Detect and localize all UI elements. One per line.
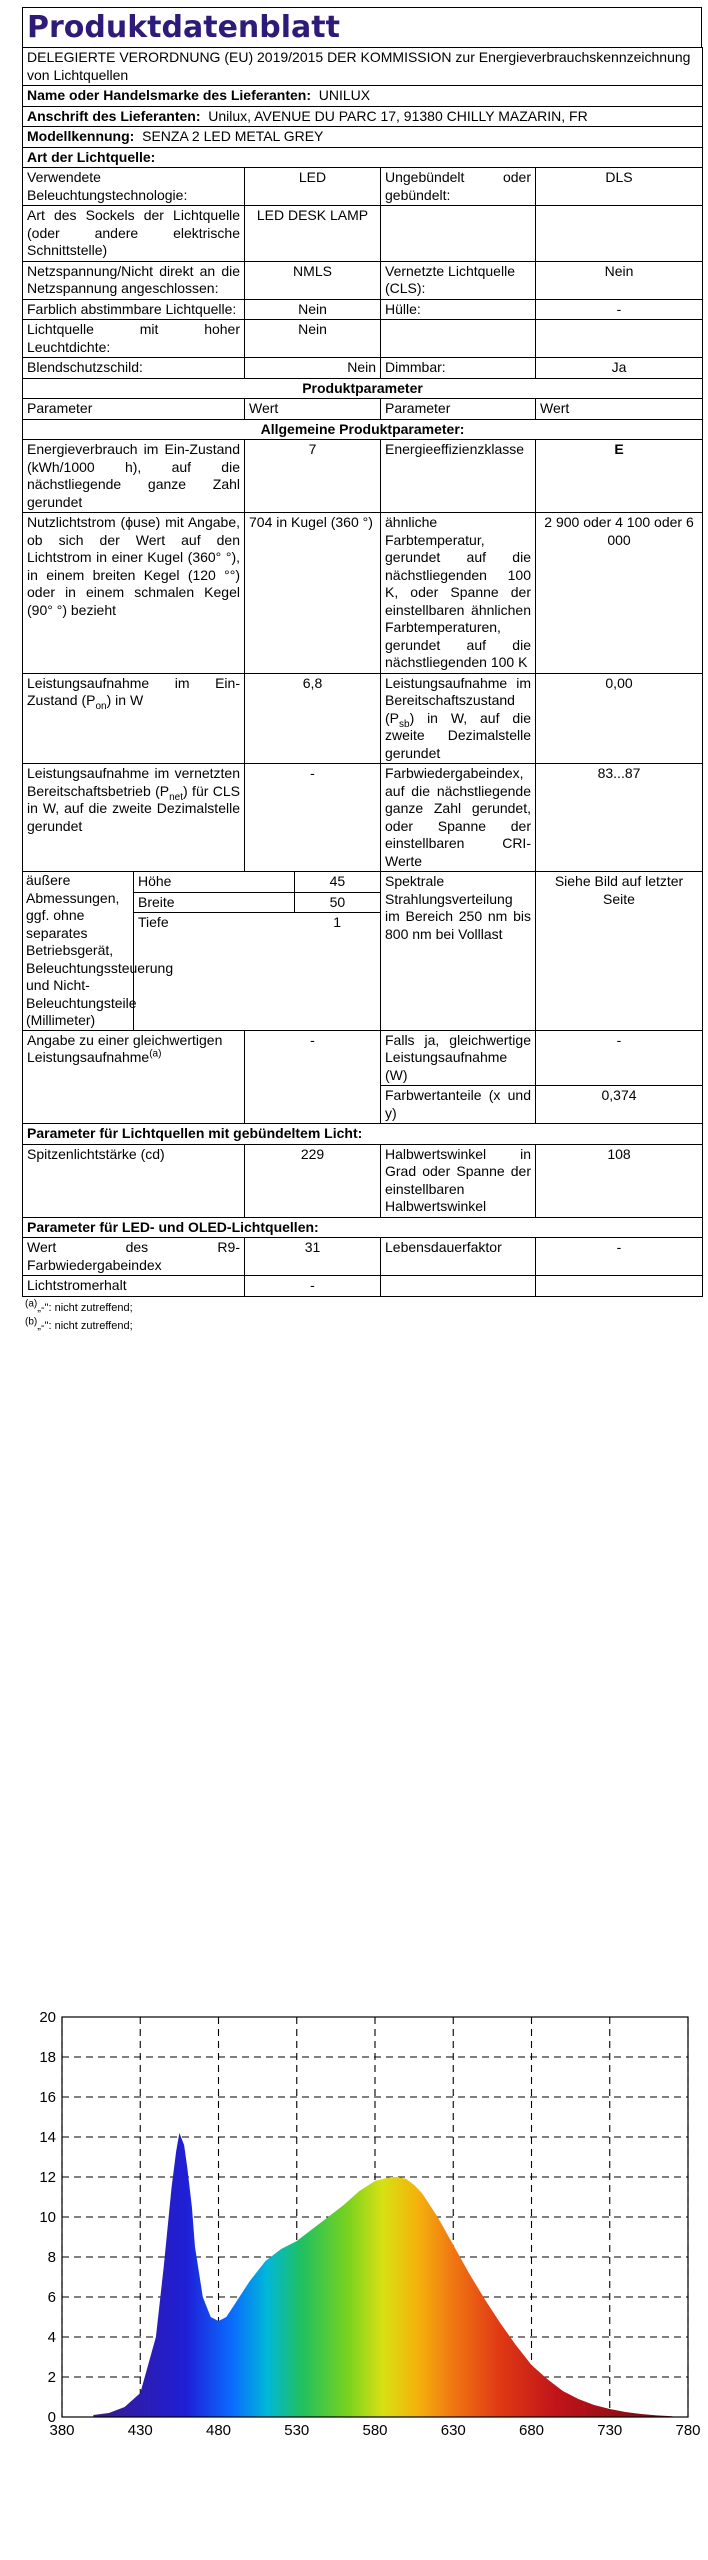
mains-label: Netzspannung/Nicht direkt an die Netzspannung angeschlossen: xyxy=(23,261,245,299)
networked-standby-subscript: net xyxy=(169,791,184,803)
footnote-text-b: „-": nicht zutreffend; xyxy=(37,1319,133,1332)
on-mode-power-text: Leistungsaufnahme im Ein-Zustand (P xyxy=(27,674,240,708)
width-value: 50 xyxy=(294,892,380,913)
networked-standby-value: - xyxy=(245,764,381,872)
empty-cell xyxy=(536,1276,703,1297)
spectral-distribution-value: Siehe Bild auf letzter Seite xyxy=(536,872,703,1031)
y-tick-label: 6 xyxy=(47,2289,56,2306)
directional-label: Ungebündelt oder gebündelt: xyxy=(381,168,536,206)
regulation-text: DELEGIERTE VERORDNUNG (EU) 2019/2015 DER KOMMISSION zur Energieverbrauchskennzeichnung von Lichtquellen xyxy=(23,48,703,86)
col-header-param: Parameter xyxy=(23,399,245,420)
standby-power-value: 0,00 xyxy=(536,673,703,764)
networked-standby-text: Leistungsaufnahme im vernetzten Bereitschaftsbetrieb (P xyxy=(27,765,240,799)
directional-params-header: Parameter für Lichtquellen mit gebündeltem Licht: xyxy=(23,1124,703,1145)
dimmable-label: Dimmbar: xyxy=(381,358,536,379)
footnote-b xyxy=(25,1315,702,1337)
cct-label: ähnliche Farbtemperatur, gerundet auf die nächstliegenden 100 K, oder Spanne der einstellbaren ähnlichen Farbtemperaturen, gerundet auf die nächstliegenden 100 K xyxy=(381,513,536,674)
energy-class-label: Energieeffizienzklasse xyxy=(381,440,536,513)
supplier-address-value: Unilux, AVENUE DU PARC 17, 91380 CHILLY MAZARIN, FR xyxy=(208,107,588,124)
cls-label: Vernetzte Lichtquelle (CLS): xyxy=(381,261,536,299)
peak-intensity-label: Spitzenlichtstärke (cd) xyxy=(23,1144,245,1217)
standby-power-text: Leistungsaufnahme im Bereitschaftszustand (P xyxy=(385,674,531,726)
equivalent-power-label: Falls ja, gleichwertige Leistungsaufnahme (W) xyxy=(381,1030,536,1086)
product-data-sheet xyxy=(22,7,702,1337)
empty-cell xyxy=(381,320,536,358)
y-tick-label: 10 xyxy=(39,2209,56,2226)
equivalent-power-value: - xyxy=(536,1030,703,1086)
spectrum-svg xyxy=(0,1975,708,2435)
on-mode-power-value: 6,8 xyxy=(245,673,381,764)
supplier-address-label: Anschrift des Lieferanten: xyxy=(27,107,201,124)
footnote-ref-a: (a) xyxy=(149,1048,162,1060)
page-title: Produktdatenblatt xyxy=(22,7,702,47)
useful-flux-label: Nutzlichtstrom (ϕuse) mit Angabe, ob sich der Wert auf den Lichtstrom in einer Kugel (360° °), in einem breiten Kegel (120 °°) oder in einem schmalen Kegel (90° °) bezieht xyxy=(23,513,245,674)
cap-type-label: Art des Sockels der Lichtquelle (oder andere elektrische Schnittstelle) xyxy=(23,206,245,262)
chromaticity-label: Farbwertanteile (x und y) xyxy=(381,1086,536,1124)
mains-value: NMLS xyxy=(245,261,381,299)
y-tick-label: 18 xyxy=(39,2049,56,2066)
cls-value: Nein xyxy=(536,261,703,299)
y-tick-label: 8 xyxy=(47,2249,56,2266)
cri-label: Farbwiedergabeindex, auf die nächstliegende ganze Zahl gerundet, oder Spanne der einstellbaren CRI-Werte xyxy=(381,764,536,872)
y-tick-label: 14 xyxy=(39,2129,56,2146)
height-value: 45 xyxy=(294,872,380,892)
envelope-value: - xyxy=(536,299,703,320)
footnote-mark-b: (b) xyxy=(25,1315,38,1327)
colour-tunable-label: Farblich abstimmbare Lichtquelle: xyxy=(23,299,245,320)
standby-power-label xyxy=(381,673,536,764)
y-tick-label: 12 xyxy=(39,2169,56,2186)
width-label: Breite xyxy=(134,892,294,913)
lumen-maintenance-value: - xyxy=(245,1276,381,1297)
beam-angle-value: 108 xyxy=(536,1144,703,1217)
footnote-text-a: „-": nicht zutreffend; xyxy=(37,1301,133,1314)
x-tick-label: 630 xyxy=(440,2422,466,2435)
data-sheet-table xyxy=(22,47,703,1297)
col-header-param-2: Parameter xyxy=(381,399,536,420)
technology-value: LED xyxy=(245,168,381,206)
spectral-distribution-label: Spektrale Strahlungsverteilung im Bereich 250 nm bis 800 nm bei Volllast xyxy=(381,872,536,1031)
r9-value: 31 xyxy=(245,1238,381,1276)
survival-factor-value: - xyxy=(536,1238,703,1276)
dimmable-value: Ja xyxy=(536,358,703,379)
y-tick-label: 16 xyxy=(39,2089,56,2106)
x-tick-label: 530 xyxy=(284,2422,310,2435)
envelope-label: Hülle: xyxy=(381,299,536,320)
general-params-header: Allgemeine Produktparameter: xyxy=(23,419,703,440)
model-value: SENZA 2 LED METAL GREY xyxy=(142,128,324,144)
standby-power-unit: ) in W, auf die zweite Dezimalstelle gerundet xyxy=(385,709,531,761)
energy-consumption-label: Energieverbrauch im Ein-Zustand (kWh/1000 h), auf die nächstliegende ganze Zahl gerundet xyxy=(23,440,245,513)
cap-type-value: LED DESK LAMP xyxy=(245,206,381,262)
standby-power-subscript: sb xyxy=(399,718,410,730)
y-tick-label: 2 xyxy=(47,2369,56,2386)
colour-tunable-value: Nein xyxy=(245,299,381,320)
height-label: Höhe xyxy=(134,872,294,892)
r9-label: Wert des R9-Farbwiedergabeindex xyxy=(23,1238,245,1276)
empty-cell xyxy=(381,1276,536,1297)
high-luminance-label: Lichtquelle mit hoher Leuchtdichte: xyxy=(23,320,245,358)
y-tick-label: 0 xyxy=(47,2409,56,2426)
col-header-value: Wert xyxy=(245,399,381,420)
cri-value: 83...87 xyxy=(536,764,703,872)
high-luminance-value: Nein xyxy=(245,320,381,358)
on-mode-power-label xyxy=(23,673,245,764)
empty-cell xyxy=(381,206,536,262)
spectrum-area xyxy=(93,2133,672,2417)
y-tick-label: 20 xyxy=(39,2009,56,2026)
lumen-maintenance-label: Lichtstromerhalt xyxy=(23,1276,245,1297)
model-label: Modellkennung: xyxy=(27,128,135,144)
light-source-type-header: Art der Lichtquelle: xyxy=(23,147,703,168)
survival-factor-label: Lebensdauerfaktor xyxy=(381,1238,536,1276)
x-tick-label: 480 xyxy=(205,2422,232,2435)
equivalent-power-claim-text: Angabe zu einer gleichwertigen Leistungsaufnahme xyxy=(27,1031,223,1065)
useful-flux-value: 704 in Kugel (360 °) xyxy=(245,513,381,674)
chromaticity-value: 0,374 xyxy=(536,1086,703,1124)
on-mode-power-unit: ) in W xyxy=(106,692,144,708)
supplier-name-label: Name oder Handelsmarke des Lieferanten: xyxy=(27,87,311,103)
col-header-value-2: Wert xyxy=(536,399,703,420)
depth-value: 1 xyxy=(333,914,342,930)
energy-consumption-value: 7 xyxy=(245,440,381,513)
supplier-name-row xyxy=(23,86,703,107)
supplier-address-row xyxy=(23,106,703,127)
empty-cell xyxy=(536,206,703,262)
cct-value: 2 900 oder 4 100 oder 6 000 xyxy=(536,513,703,674)
x-tick-label: 380 xyxy=(49,2422,75,2435)
model-row xyxy=(23,127,703,148)
spectral-distribution-chart xyxy=(0,1975,708,2435)
dimensions-label: äußere Abmessungen, ggf. ohne separates Betriebsgerät, Beleuchtungssteuerung und Nicht-Beleuchtungsteile (Millimeter) xyxy=(23,872,134,1031)
anti-glare-label: Blendschutzschild: xyxy=(23,358,245,379)
directional-value: DLS xyxy=(536,168,703,206)
product-params-header: Produktparameter xyxy=(23,378,703,399)
beam-angle-label: Halbwertswinkel in Grad oder Spanne der einstellbaren Halbwertswinkel xyxy=(381,1144,536,1217)
footnote-mark-a: (a) xyxy=(25,1297,38,1309)
led-params-header: Parameter für LED- und OLED-Lichtquellen: xyxy=(23,1217,703,1238)
networked-standby-label xyxy=(23,764,245,872)
equivalent-power-claim-label xyxy=(23,1030,245,1124)
x-tick-label: 430 xyxy=(127,2422,153,2435)
on-mode-power-subscript: on xyxy=(95,700,107,712)
x-tick-label: 730 xyxy=(597,2422,623,2435)
x-tick-label: 680 xyxy=(518,2422,545,2435)
equivalent-power-claim-value: - xyxy=(245,1030,381,1124)
empty-cell xyxy=(536,320,703,358)
dimensions-table xyxy=(134,872,380,933)
x-tick-label: 580 xyxy=(362,2422,388,2435)
anti-glare-value: Nein xyxy=(245,358,381,379)
supplier-name-value: UNILUX xyxy=(318,87,371,103)
energy-class-value: E xyxy=(536,440,703,513)
depth-label: Tiefe xyxy=(138,914,169,930)
peak-intensity-value: 229 xyxy=(245,1144,381,1217)
dimensions-values xyxy=(134,872,381,1031)
technology-label: Verwendete Beleuchtungstechnologie: xyxy=(23,168,245,206)
x-tick-label: 780 xyxy=(675,2422,701,2435)
networked-standby-unit: ) für CLS in W, auf die zweite Dezimalstelle gerundet xyxy=(27,782,240,834)
y-tick-label: 4 xyxy=(47,2329,56,2346)
